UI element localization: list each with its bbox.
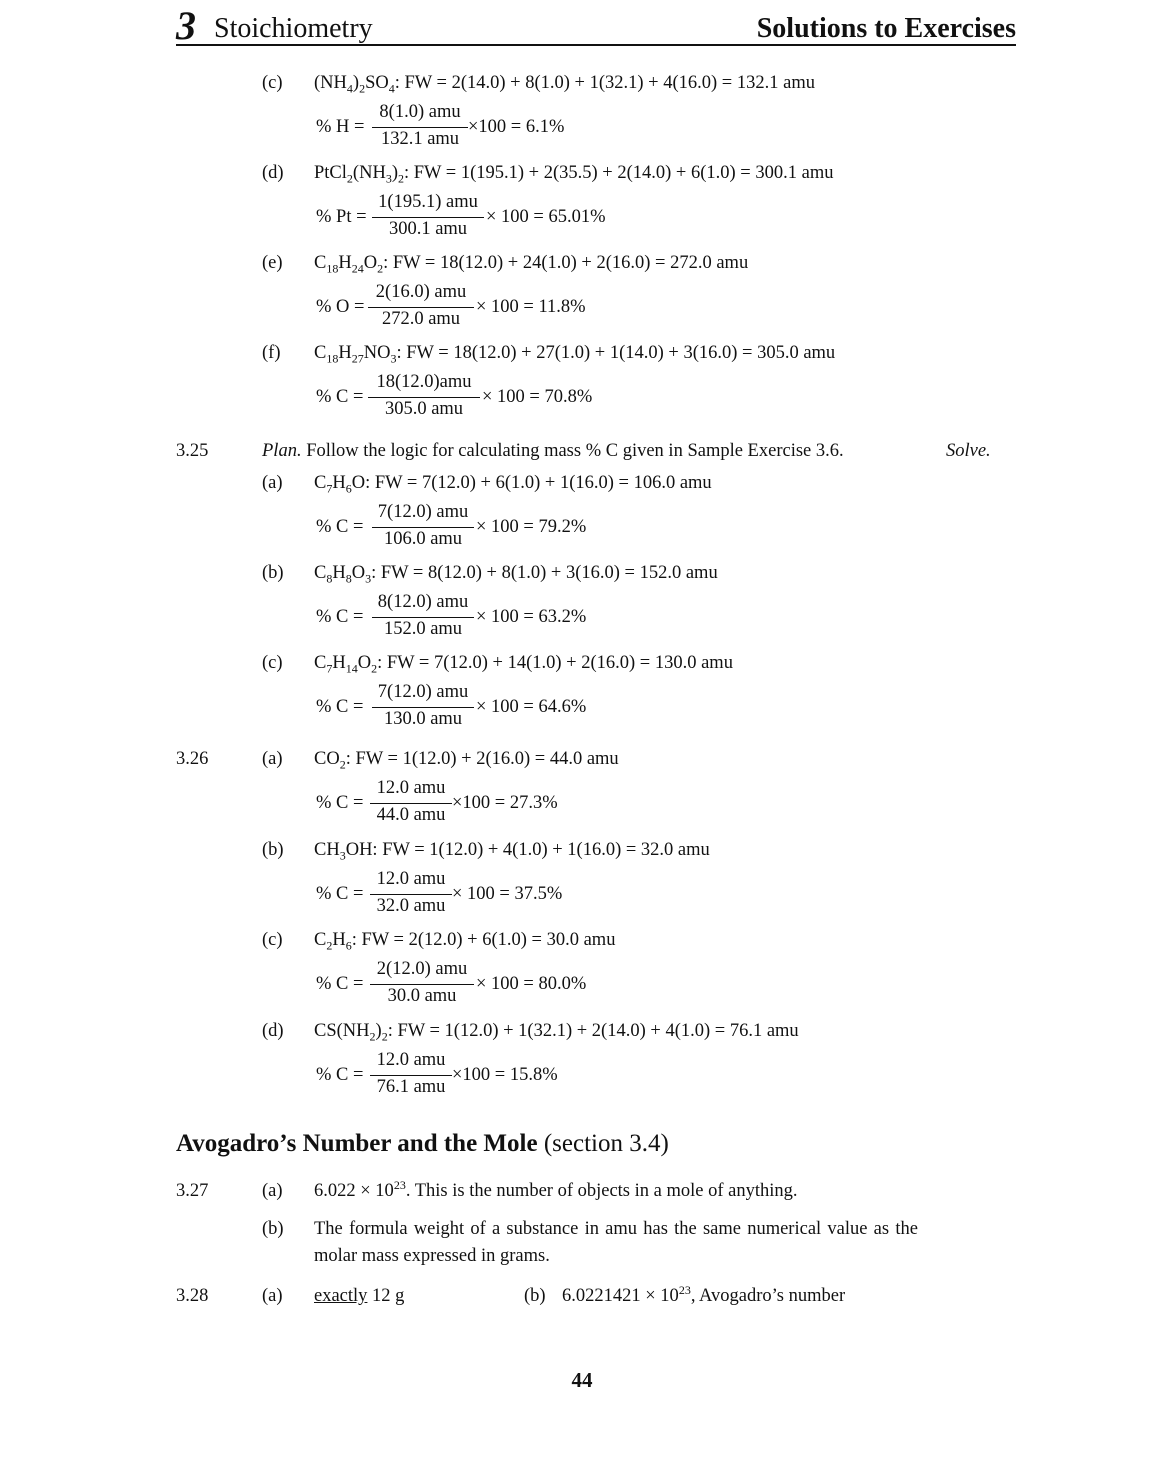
formula-weight-line: $(NH_4)_2SO_4$: FW = 2(14.0) + 8(1.0) + 1(32.1) + 4(16.0) = 132.1 amu <box>314 73 815 96</box>
page-header <box>176 3 1016 48</box>
percent-result: × 100 = 79.2% <box>476 517 587 537</box>
percent-result: × 100 = 70.8% <box>482 387 593 407</box>
fraction-bar <box>372 617 474 618</box>
section-title-rest: (section 3.4) <box>537 1130 669 1157</box>
part-label: (b) <box>262 563 284 583</box>
fraction-denominator: 76.1 amu <box>376 1077 446 1097</box>
fraction-numerator: 7(12.0) amu <box>377 682 469 702</box>
part-label: (b) <box>262 1219 284 1239</box>
percent-fraction <box>316 502 616 554</box>
header-rule <box>176 44 1016 46</box>
fraction-bar <box>372 707 474 708</box>
percent-fraction <box>316 778 616 830</box>
fraction-bar <box>368 307 474 308</box>
percent-label: % C = <box>316 387 364 407</box>
fraction-numerator: 2(12.0) amu <box>376 959 468 979</box>
answer-rest: 12 g <box>367 1286 405 1306</box>
percent-result: × 100 = 64.6% <box>476 697 587 717</box>
fraction-denominator: 44.0 amu <box>376 805 446 825</box>
solve-label: Solve. <box>946 441 991 461</box>
part-label: (d) <box>262 163 284 183</box>
part-label: (c) <box>262 653 283 673</box>
answer-text: $6.0221421 \times 10^{23}$, Avogadro’s number <box>562 1282 846 1306</box>
percent-label: % C = <box>316 974 364 994</box>
fraction-denominator: 305.0 amu <box>384 399 464 419</box>
fraction-denominator: 132.1 amu <box>380 129 460 149</box>
underlined-word: exactly <box>314 1286 368 1306</box>
part-label: (b) <box>524 1286 546 1306</box>
percent-fraction <box>316 102 616 154</box>
formula-weight-line: $C_2H_6$: FW = 2(12.0) + 6(1.0) = 30.0 amu <box>314 930 616 953</box>
formula-weight-line: $CO_2$: FW = 1(12.0) + 2(16.0) = 44.0 amu <box>314 749 619 772</box>
formula-weight-line: $PtCl_2(NH_3)_2$: FW = 1(195.1) + 2(35.5) + 2(14.0) + 6(1.0) = 300.1 amu <box>314 163 834 186</box>
exercise-number: 3.27 <box>176 1181 209 1201</box>
plan-label: Plan. <box>262 441 302 461</box>
formula-weight-line: $C_{18}H_{24}O_2$: FW = 18(12.0) + 24(1.0) + 2(16.0) = 272.0 amu <box>314 253 749 276</box>
plan-text-line <box>262 440 844 462</box>
formula-weight-line: $CS(NH_2)_2$: FW = 1(12.0) + 1(32.1) + 2(14.0) + 4(1.0) = 76.1 amu <box>314 1021 799 1044</box>
part-label: (a) <box>262 473 283 493</box>
fraction-bar <box>372 217 484 218</box>
part-label: (c) <box>262 73 283 93</box>
fraction-bar <box>372 527 474 528</box>
exercise-number: 3.26 <box>176 749 209 769</box>
percent-fraction <box>316 192 646 244</box>
fraction-denominator: 272.0 amu <box>381 309 461 329</box>
part-label: (c) <box>262 930 283 950</box>
fraction-numerator: 2(16.0) amu <box>375 282 467 302</box>
percent-fraction <box>316 282 616 334</box>
percent-label: % C = <box>316 517 364 537</box>
chapter-number: 3 <box>176 3 196 48</box>
percent-label: % Pt = <box>316 207 367 227</box>
part-label: (e) <box>262 253 283 273</box>
formula-weight-line: $C_{18}H_{27}NO_3$: FW = 18(12.0) + 27(1.0) + 1(14.0) + 3(16.0) = 305.0 amu <box>314 343 836 366</box>
answer-text-line-1: The formula weight of a substance in amu has the same numerical value as the <box>314 1219 918 1239</box>
percent-result: × 100 = 65.01% <box>486 207 606 227</box>
fraction-numerator: 8(12.0) amu <box>377 592 469 612</box>
percent-label: % H = <box>316 117 365 137</box>
chapter-title: Stoichiometry <box>214 13 373 44</box>
percent-result: ×100 = 15.8% <box>452 1065 558 1085</box>
percent-label: % C = <box>316 607 364 627</box>
fraction-denominator: 32.0 amu <box>376 896 446 916</box>
fraction-bar <box>370 894 452 895</box>
part-label: (b) <box>262 840 284 860</box>
section-heading: Solutions to Exercises <box>756 13 1016 44</box>
percent-label: % O = <box>316 297 365 317</box>
percent-label: % C = <box>316 884 364 904</box>
formula-weight-line: $C_7H_{14}O_2$: FW = 7(12.0) + 14(1.0) + 2(16.0) = 130.0 amu <box>314 653 733 676</box>
fraction-denominator: 106.0 amu <box>383 529 463 549</box>
fraction-numerator: 18(12.0)amu <box>376 372 472 392</box>
percent-result: ×100 = 6.1% <box>468 117 565 137</box>
fraction-denominator: 300.1 amu <box>388 219 468 239</box>
exercise-number: 3.25 <box>176 441 209 461</box>
percent-fraction <box>316 592 616 644</box>
answer-text: $6.022 \times 10^{23}$. This is the number of objects in a mole of anything. <box>314 1177 798 1201</box>
percent-fraction <box>316 1050 616 1102</box>
fraction-numerator: 7(12.0) amu <box>377 502 469 522</box>
fraction-denominator: 130.0 amu <box>383 709 463 729</box>
formula-weight-line: $C_7H_6O$: FW = 7(12.0) + 6(1.0) + 1(16.0) = 106.0 amu <box>314 473 712 496</box>
part-label: (f) <box>262 343 281 363</box>
formula-weight-line: $CH_3OH$: FW = 1(12.0) + 4(1.0) + 1(16.0) = 32.0 amu <box>314 840 710 863</box>
formula-weight-line: $C_8H_8O_3$: FW = 8(12.0) + 8(1.0) + 3(16.0) = 152.0 amu <box>314 563 718 586</box>
exercise-number: 3.28 <box>176 1286 209 1306</box>
percent-result: × 100 = 11.8% <box>476 297 586 317</box>
fraction-numerator: 12.0 amu <box>376 869 446 889</box>
percent-fraction <box>316 372 616 424</box>
fraction-bar <box>372 127 468 128</box>
part-label: (a) <box>262 1286 283 1306</box>
fraction-denominator: 30.0 amu <box>387 986 457 1006</box>
fraction-bar <box>370 803 452 804</box>
answer-text-line-2: molar mass expressed in grams. <box>314 1246 550 1266</box>
percent-fraction <box>316 959 616 1011</box>
percent-label: % C = <box>316 1065 364 1085</box>
percent-label: % C = <box>316 793 364 813</box>
section-title <box>176 1129 669 1159</box>
percent-result: × 100 = 37.5% <box>452 884 563 904</box>
percent-label: % C = <box>316 697 364 717</box>
part-label: (a) <box>262 1181 283 1201</box>
section-title-bold: Avogadro’s Number and the Mole <box>176 1130 538 1157</box>
fraction-bar <box>368 397 480 398</box>
plan-text: Follow the logic for calculating mass % C given in Sample Exercise 3.6. <box>306 441 844 461</box>
part-label: (a) <box>262 749 283 769</box>
fraction-numerator: 1(195.1) amu <box>378 192 478 212</box>
percent-result: × 100 = 80.0% <box>476 974 587 994</box>
fraction-denominator: 152.0 amu <box>383 619 463 639</box>
fraction-numerator: 8(1.0) amu <box>379 102 461 122</box>
percent-result: ×100 = 27.3% <box>452 793 558 813</box>
percent-fraction <box>316 682 616 734</box>
page-number: 44 <box>571 1368 593 1392</box>
part-label: (d) <box>262 1021 284 1041</box>
fraction-numerator: 12.0 amu <box>376 1050 446 1070</box>
fraction-bar <box>370 1075 452 1076</box>
percent-result: × 100 = 63.2% <box>476 607 587 627</box>
answer-text <box>314 1285 404 1307</box>
percent-fraction <box>316 869 616 921</box>
fraction-numerator: 12.0 amu <box>376 778 446 798</box>
fraction-bar <box>370 984 474 985</box>
